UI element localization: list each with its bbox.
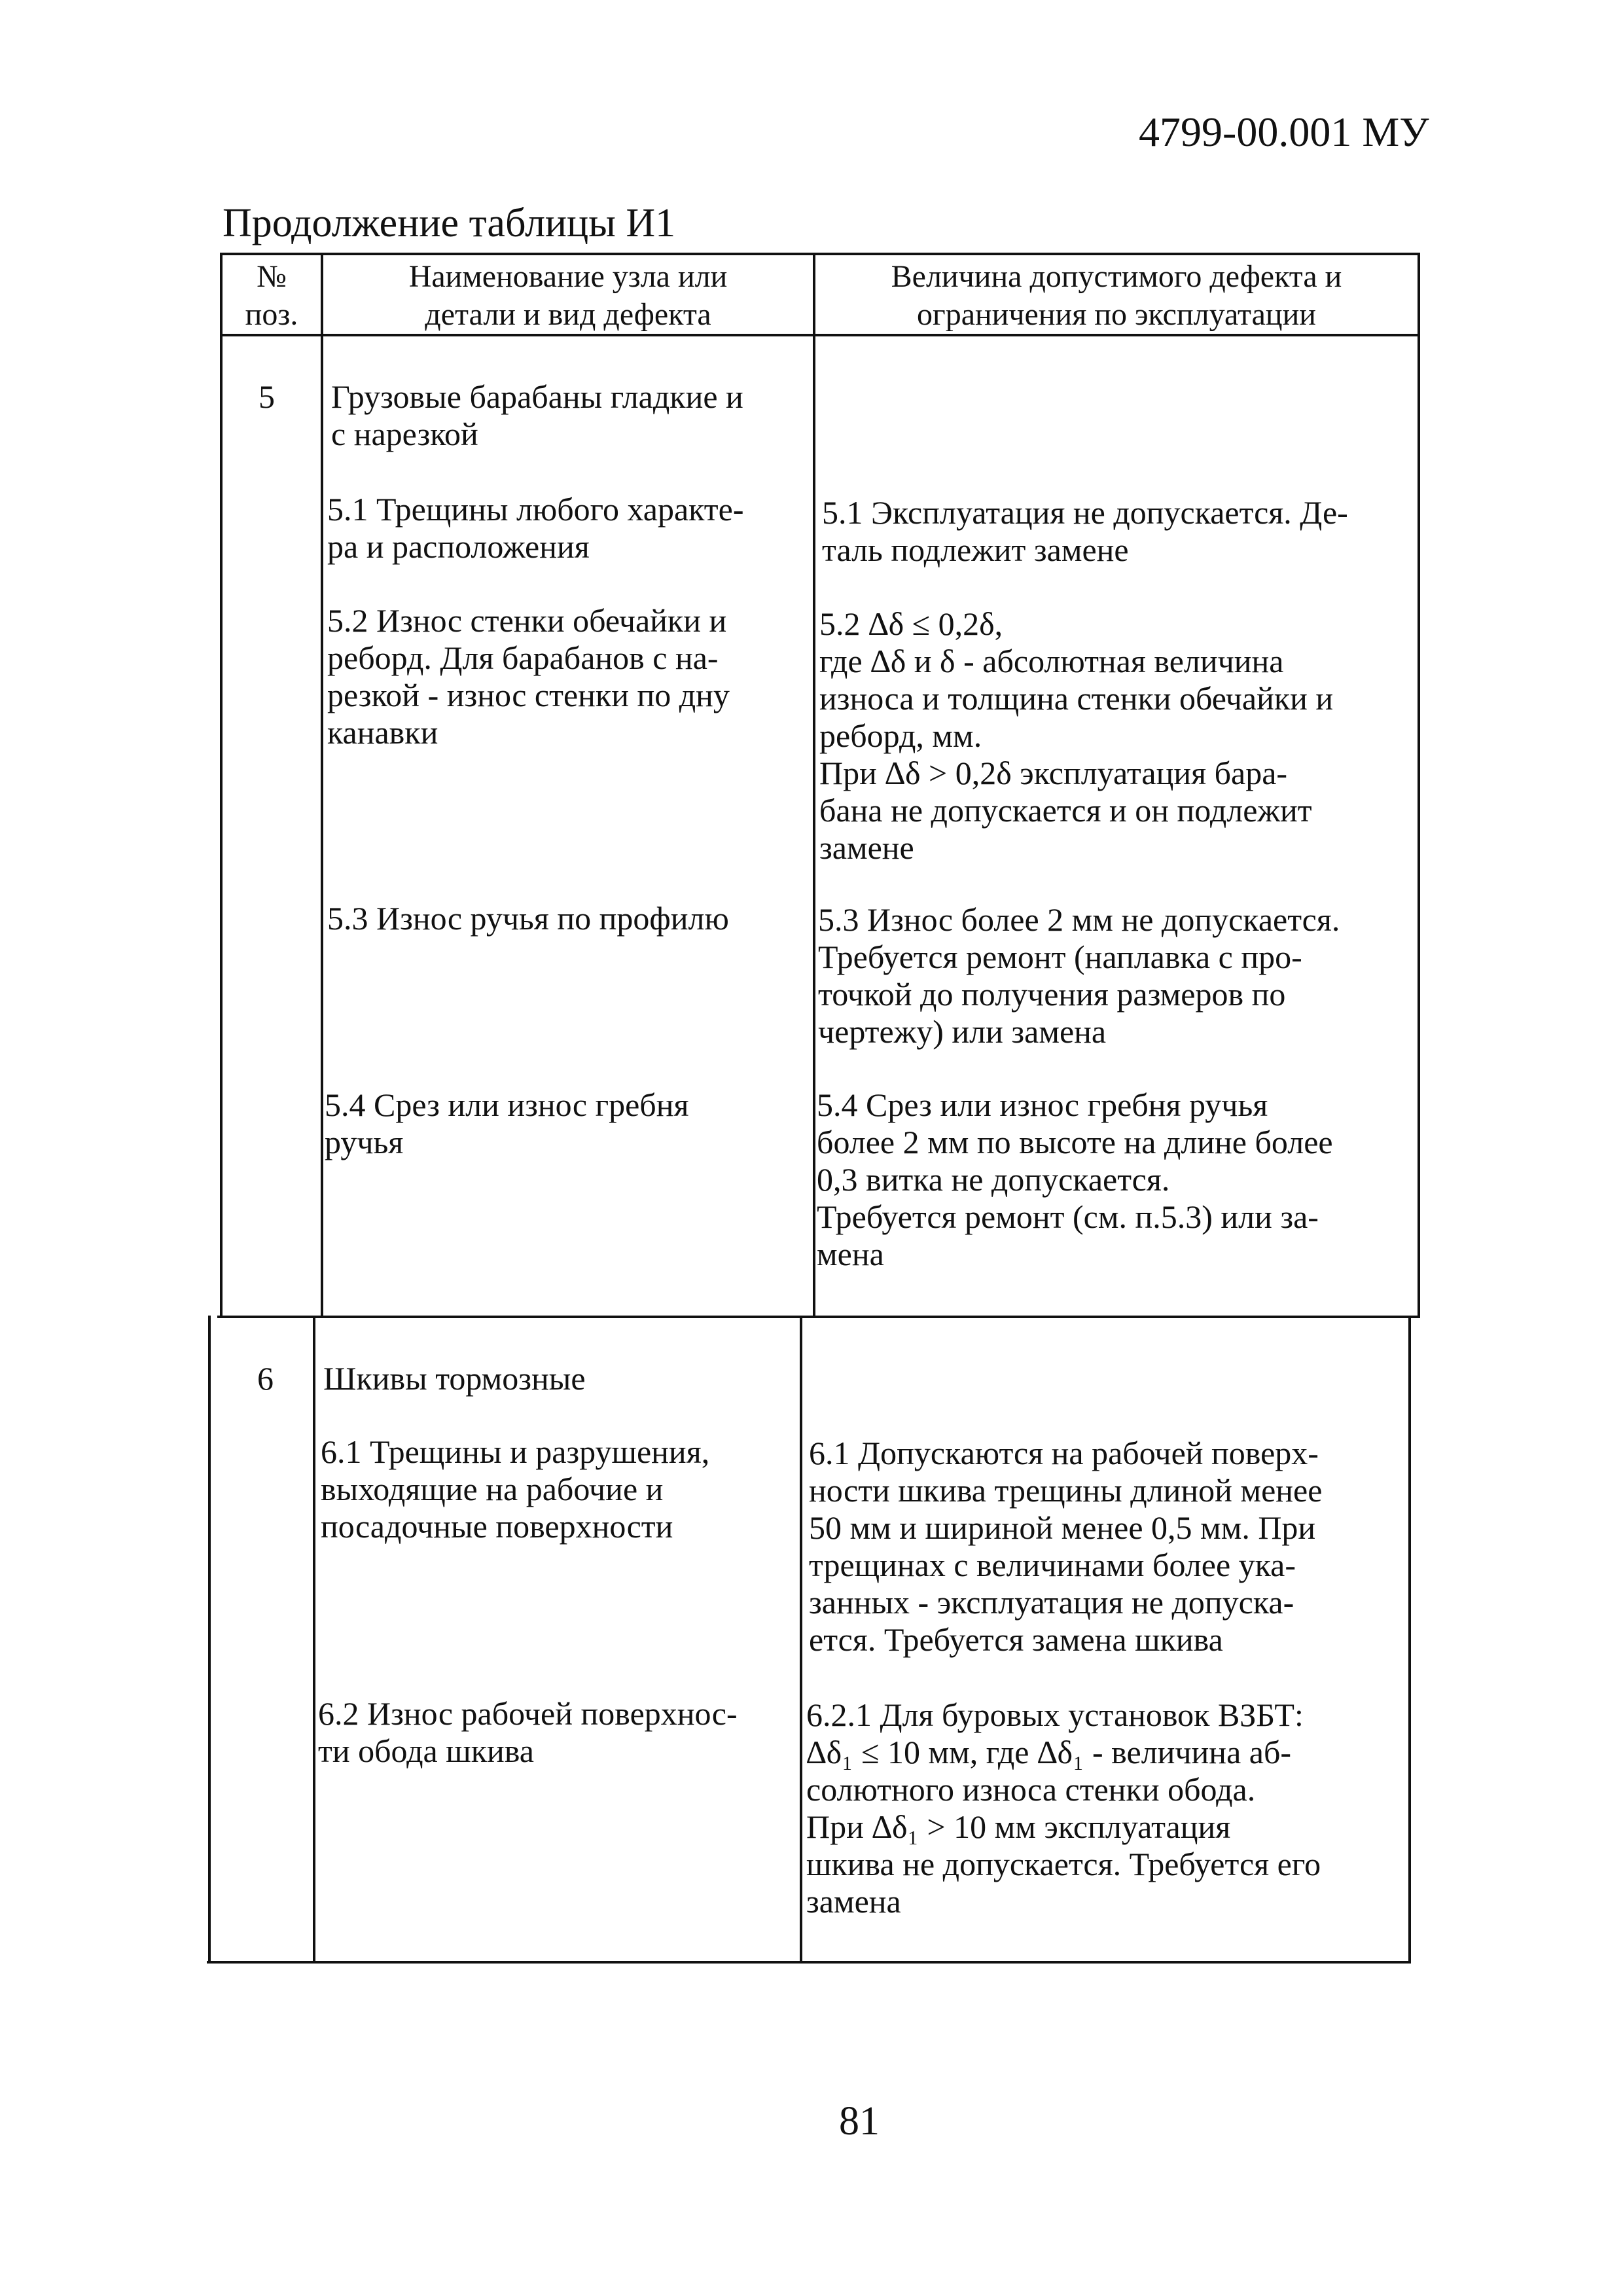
- defect-description: [327, 602, 730, 751]
- group-title: [323, 1360, 586, 1397]
- text-line: выходящие на рабочие и: [321, 1471, 664, 1507]
- text-line: износа и толщина стенки обечайки и: [819, 680, 1334, 717]
- text-line: 6.1 Допускаются на рабочей поверх-: [809, 1435, 1319, 1471]
- table-header-border: [223, 334, 1420, 336]
- header-limit: [815, 258, 1418, 334]
- defect-description: [321, 1433, 709, 1545]
- text-line: 5.3 Износ ручья по профилю: [327, 900, 729, 937]
- text-line: реборд, мм.: [819, 717, 982, 754]
- defect-limit: [806, 1696, 1321, 1920]
- text-line: ности шкива трещины длиной менее: [809, 1472, 1323, 1509]
- defect-description: [318, 1695, 738, 1770]
- group-title: [331, 378, 743, 453]
- text-line: чертежу) или замена: [818, 1013, 1107, 1050]
- text-line: бана не допускается и он подлежит: [819, 792, 1312, 829]
- text-line: с нарезкой: [331, 416, 478, 452]
- text-line: замене: [819, 829, 914, 866]
- text-line: 5.3 Износ более 2 мм не допускается.: [818, 901, 1340, 938]
- text-line: посадочные поверхности: [321, 1508, 673, 1545]
- document-code: 4799-00.001 МУ: [1139, 109, 1429, 155]
- text-line: 5.4 Срез или износ гребня ручья: [817, 1086, 1268, 1123]
- header-name: [323, 258, 813, 334]
- text-line: ется. Требуется замена шкива: [809, 1621, 1223, 1658]
- text-line: 5.1 Трещины любого характе-: [327, 491, 744, 528]
- text-line: 6.2 Износ рабочей поверхнос-: [318, 1695, 738, 1732]
- text-line: реборд. Для барабанов с на-: [327, 639, 719, 676]
- defect-description: [327, 900, 729, 937]
- text-line: где ∆δ и δ - абсолютная величина: [819, 643, 1284, 679]
- header-name-line: Наименование узла или: [408, 259, 728, 294]
- table-col1-divider: [321, 253, 323, 1317]
- text-line: канавки: [327, 714, 438, 751]
- text-line: солютного износа стенки обода.: [806, 1771, 1256, 1808]
- table-caption: Продолжение таблицы И1: [223, 201, 676, 245]
- table-bottom-border: [207, 1961, 1411, 1964]
- text-line: 0,3 витка не допускается.: [817, 1161, 1170, 1198]
- text-line: точкой до получения размеров по: [818, 976, 1286, 1013]
- header-limit-line: Величина допустимого дефекта и: [891, 259, 1342, 294]
- text-line: ручья: [325, 1124, 404, 1160]
- text-line: 5.2 Износ стенки обечайки и: [327, 602, 727, 639]
- table-left-border-lower: [208, 1316, 211, 1962]
- text-line: резкой - износ стенки по дну: [327, 677, 730, 713]
- table-col1-divider-lower: [313, 1316, 315, 1962]
- table-left-border: [220, 253, 223, 1317]
- text-line: шкива не допускается. Требуется его: [806, 1846, 1321, 1882]
- defect-limit: [819, 605, 1333, 867]
- defect-limit: [818, 901, 1340, 1050]
- table-right-border: [1418, 253, 1420, 1317]
- text-line: мена: [817, 1236, 884, 1272]
- text-line: Грузовые барабаны гладкие и: [331, 378, 743, 415]
- defect-description: [327, 491, 744, 565]
- text-line: 5.4 Срез или износ гребня: [325, 1086, 689, 1123]
- header-name-line: детали и вид дефекта: [425, 297, 711, 332]
- text-line: ти обода шкива: [318, 1732, 534, 1769]
- text-line: При ∆δ > 0,2δ эксплуатация бара-: [819, 755, 1288, 791]
- defect-limit: [817, 1086, 1333, 1273]
- text-line: занных - эксплуатация не допуска-: [809, 1584, 1294, 1621]
- defect-limit: [809, 1435, 1322, 1659]
- header-pos: [223, 258, 321, 334]
- text-line: При ∆δ₁ > 10 мм эксплуатация: [806, 1808, 1231, 1845]
- page-number: 81: [839, 2099, 880, 2144]
- table-col2-divider-lower: [800, 1316, 802, 1962]
- text-line: ра и расположения: [327, 528, 590, 565]
- row-pos: 5: [259, 378, 275, 415]
- text-line: 6.1 Трещины и разрушения,: [321, 1433, 710, 1470]
- text-line: более 2 мм по высоте на длине более: [817, 1124, 1333, 1160]
- defect-limit: [822, 494, 1348, 569]
- text-line: Требуется ремонт (наплавка с про-: [818, 939, 1302, 975]
- text-line: Требуется ремонт (см. п.5.3) или за-: [817, 1198, 1319, 1235]
- text-line: замена: [806, 1883, 901, 1920]
- text-line: трещинах с величинами более ука-: [809, 1547, 1296, 1583]
- text-line: таль подлежит замене: [822, 531, 1129, 568]
- text-line: 5.1 Эксплуатация не допускается. Де-: [822, 494, 1348, 531]
- table-group-separator: [217, 1316, 1420, 1318]
- text-line: 50 мм и шириной менее 0,5 мм. При: [809, 1509, 1316, 1546]
- table-top-border: [223, 253, 1420, 255]
- defect-description: [325, 1086, 688, 1161]
- header-pos-line: поз.: [245, 297, 298, 332]
- text-line: Шкивы тормозные: [323, 1360, 586, 1397]
- text-line: 6.2.1 Для буровых установок ВЗБТ:: [806, 1696, 1304, 1733]
- table-col2-divider: [813, 253, 815, 1317]
- text-line: ∆δ₁ ≤ 10 мм, где ∆δ₁ - величина аб-: [806, 1734, 1292, 1770]
- header-limit-line: ограничения по эксплуатации: [917, 297, 1316, 332]
- table-right-border-lower: [1408, 1316, 1411, 1962]
- text-line: 5.2 ∆δ ≤ 0,2δ,: [819, 605, 1003, 642]
- header-pos-line: №: [257, 259, 287, 294]
- row-pos: 6: [257, 1360, 274, 1397]
